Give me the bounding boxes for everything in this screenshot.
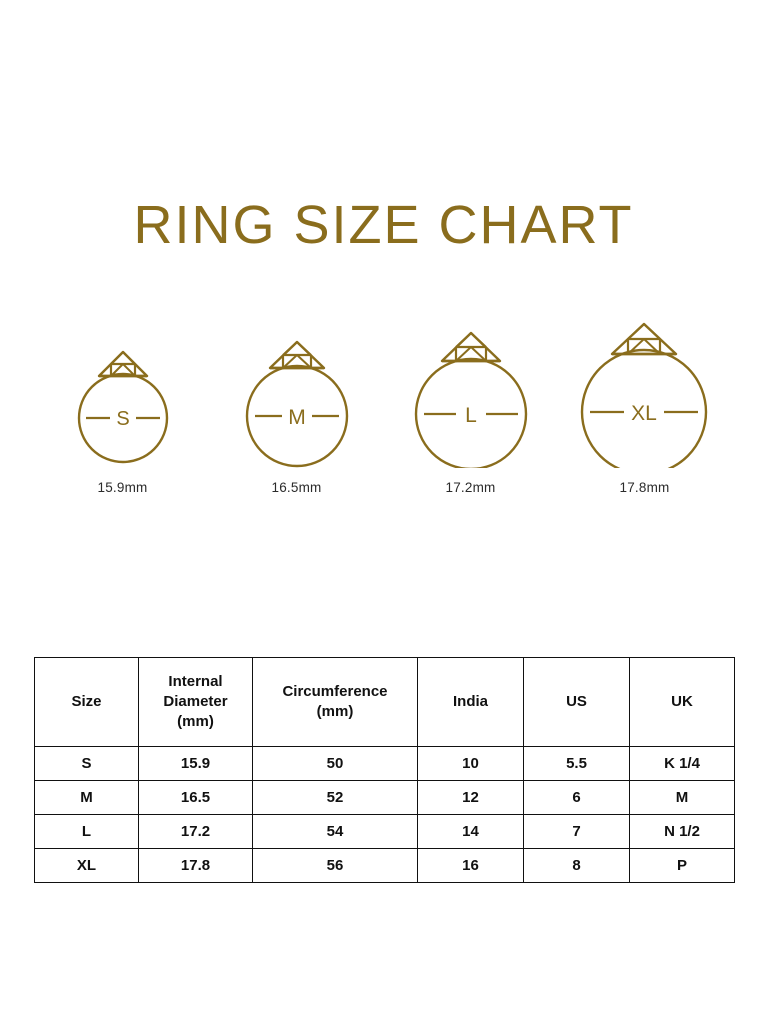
cell-uk: P: [630, 849, 735, 883]
ring-letter-m: M: [287, 406, 306, 429]
cell-size: M: [35, 781, 139, 815]
table-row: [35, 781, 735, 815]
column-header-circumference-line-1: Circumference: [282, 682, 388, 700]
cell-us: 7: [524, 815, 630, 849]
column-header-india-line-1: India: [452, 692, 488, 710]
cell-uk: M: [630, 781, 735, 815]
ring-size-label-xl: 17.8mm: [619, 480, 670, 495]
cell-internal-diameter: 17.8: [139, 849, 253, 883]
column-header-india: [418, 658, 524, 747]
ring-size-table: [34, 657, 735, 883]
ring-size-label-m: 16.5mm: [271, 480, 322, 495]
page-title: RING SIZE CHART: [133, 195, 634, 256]
column-header-circumference: [253, 658, 418, 747]
cell-us: 6: [524, 781, 630, 815]
column-header-us-line-1: US: [566, 692, 587, 710]
cell-uk: N 1/2: [630, 815, 735, 849]
column-header-us: [524, 658, 630, 747]
ring-icon-l: [406, 318, 536, 468]
table-header-row: [35, 658, 735, 747]
table-row: [35, 815, 735, 849]
column-header-internal-diameter: [139, 658, 253, 747]
column-header-uk: [630, 658, 735, 747]
ring-item-m: [214, 318, 379, 495]
cell-circumference: 54: [253, 815, 418, 849]
table-row: [35, 747, 735, 781]
ring-size-label-s: 15.9mm: [97, 480, 148, 495]
column-header-size: [35, 658, 139, 747]
cell-circumference: 50: [253, 747, 418, 781]
ring-icon-s: [68, 318, 178, 468]
cell-internal-diameter: 17.2: [139, 815, 253, 849]
ring-size-label-l: 17.2mm: [445, 480, 496, 495]
cell-uk: K 1/4: [630, 747, 735, 781]
cell-circumference: 52: [253, 781, 418, 815]
cell-india: 16: [418, 849, 524, 883]
ring-letter-l: L: [464, 404, 477, 427]
cell-us: 5.5: [524, 747, 630, 781]
cell-internal-diameter: 16.5: [139, 781, 253, 815]
column-header-uk-line-1: UK: [671, 692, 693, 710]
cell-internal-diameter: 15.9: [139, 747, 253, 781]
cell-size: XL: [35, 849, 139, 883]
cell-circumference: 56: [253, 849, 418, 883]
ring-item-s: [40, 318, 205, 495]
cell-india: 14: [418, 815, 524, 849]
ring-icon-m: [237, 318, 357, 468]
ring-item-l: [388, 318, 553, 495]
column-header-internal-diameter-line-3: (mm): [177, 713, 214, 731]
ring-icon-xl: [572, 318, 717, 468]
cell-size: L: [35, 815, 139, 849]
cell-india: 10: [418, 747, 524, 781]
column-header-internal-diameter-line-2: Diameter: [163, 692, 228, 710]
cell-size: S: [35, 747, 139, 781]
ring-item-xl: [562, 318, 727, 495]
column-header-size-line-1: Size: [71, 692, 102, 710]
ring-letter-s: S: [115, 408, 130, 430]
cell-india: 12: [418, 781, 524, 815]
ring-letter-xl: XL: [631, 402, 657, 425]
cell-us: 8: [524, 849, 630, 883]
column-header-internal-diameter-line-1: Internal: [168, 672, 223, 690]
table-row: [35, 849, 735, 883]
ring-illustrations-row: [0, 318, 767, 495]
column-header-circumference-line-2: (mm): [316, 703, 354, 720]
